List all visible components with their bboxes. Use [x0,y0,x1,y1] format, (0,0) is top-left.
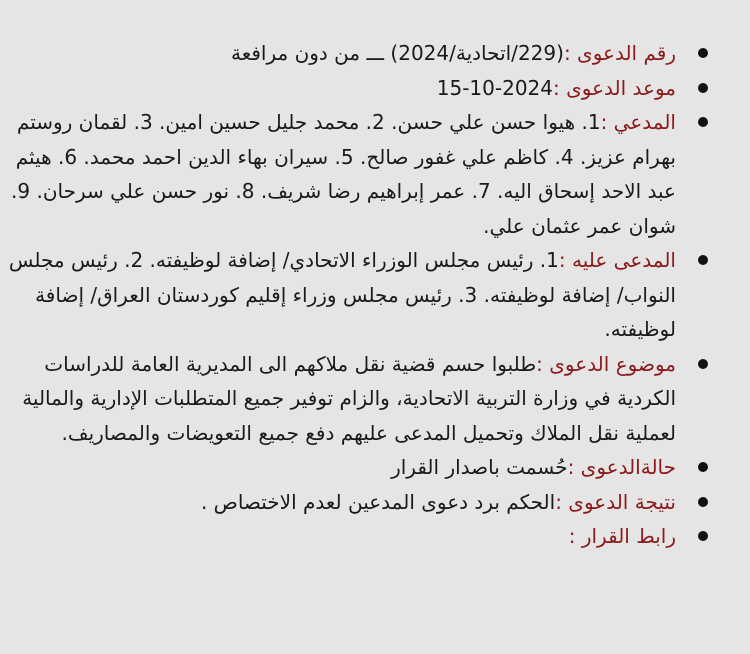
case-result-item [8,485,716,520]
bullet-icon [698,359,708,369]
bullet-icon [698,462,708,472]
case-number-item [8,36,716,71]
decision-link-label[interactable]: رابط القرار : [568,524,676,548]
decision-link-item[interactable] [8,519,716,554]
defendant-item [8,243,716,347]
plaintiff-item [8,105,716,243]
case-status-item [8,450,716,485]
case-status-label: حالةالدعوى : [567,455,676,479]
case-result-value: الحكم برد دعوى المدعين لعدم الاختصاص . [200,489,556,514]
plaintiff-value: 1. هيوا حسن علي حسن. 2. محمد جليل حسين امين. 3. لقمان روستم بهرام عزيز. 4. كاظم علي غفور صالح. 5. سيران بهاء الدين احمد محمد. 6. هيثم عبد الاحد إسحاق اليه. 7. عمر إبراهيم رضا شريف. 8. نور حسن علي سرحان. 9. شوان عمر عثمان علي. [11,110,676,238]
case-number-label: رقم الدعوى : [563,41,676,65]
case-status-value: حُسمت باصدار القرار [391,455,568,479]
case-result-label: نتيجة الدعوى : [555,489,676,514]
bullet-icon [698,117,708,127]
bullet-icon [698,83,708,93]
case-details-list [8,36,716,554]
plaintiff-label: المدعي : [600,110,676,134]
case-date-value: 2024-10-15 [436,75,553,100]
defendant-value: 1. رئيس مجلس الوزراء الاتحادي/ إضافة لوظيفته. 2. رئيس مجلس النواب/ إضافة لوظيفته. 3. رئيس مجلس وزراء إقليم كوردستان العراق/ إضافة لوظيفته. [8,248,676,341]
case-subject-value: طلبوا حسم قضية نقل ملاكهم الى المديرية العامة للدراسات الكردية في وزارة التربية الاتحادية، والزام توفير جميع المتطلبات الإدارية والمالية لعملية نقل الملاك وتحميل المدعى عليهم دفع جميع التعويضات والمصاريف. [22,351,676,445]
case-subject-label: موضوع الدعوى : [536,351,676,376]
case-date-label: موعد الدعوى : [553,75,676,100]
bullet-icon [698,531,708,541]
defendant-label: المدعى عليه : [558,248,676,272]
bullet-icon [698,497,708,507]
case-date-item [8,71,716,106]
case-number-value: (229/اتحادية/2024) ـــ من دون مرافعة [230,41,564,65]
case-subject-item [8,347,716,451]
bullet-icon [698,48,708,58]
bullet-icon [698,255,708,265]
